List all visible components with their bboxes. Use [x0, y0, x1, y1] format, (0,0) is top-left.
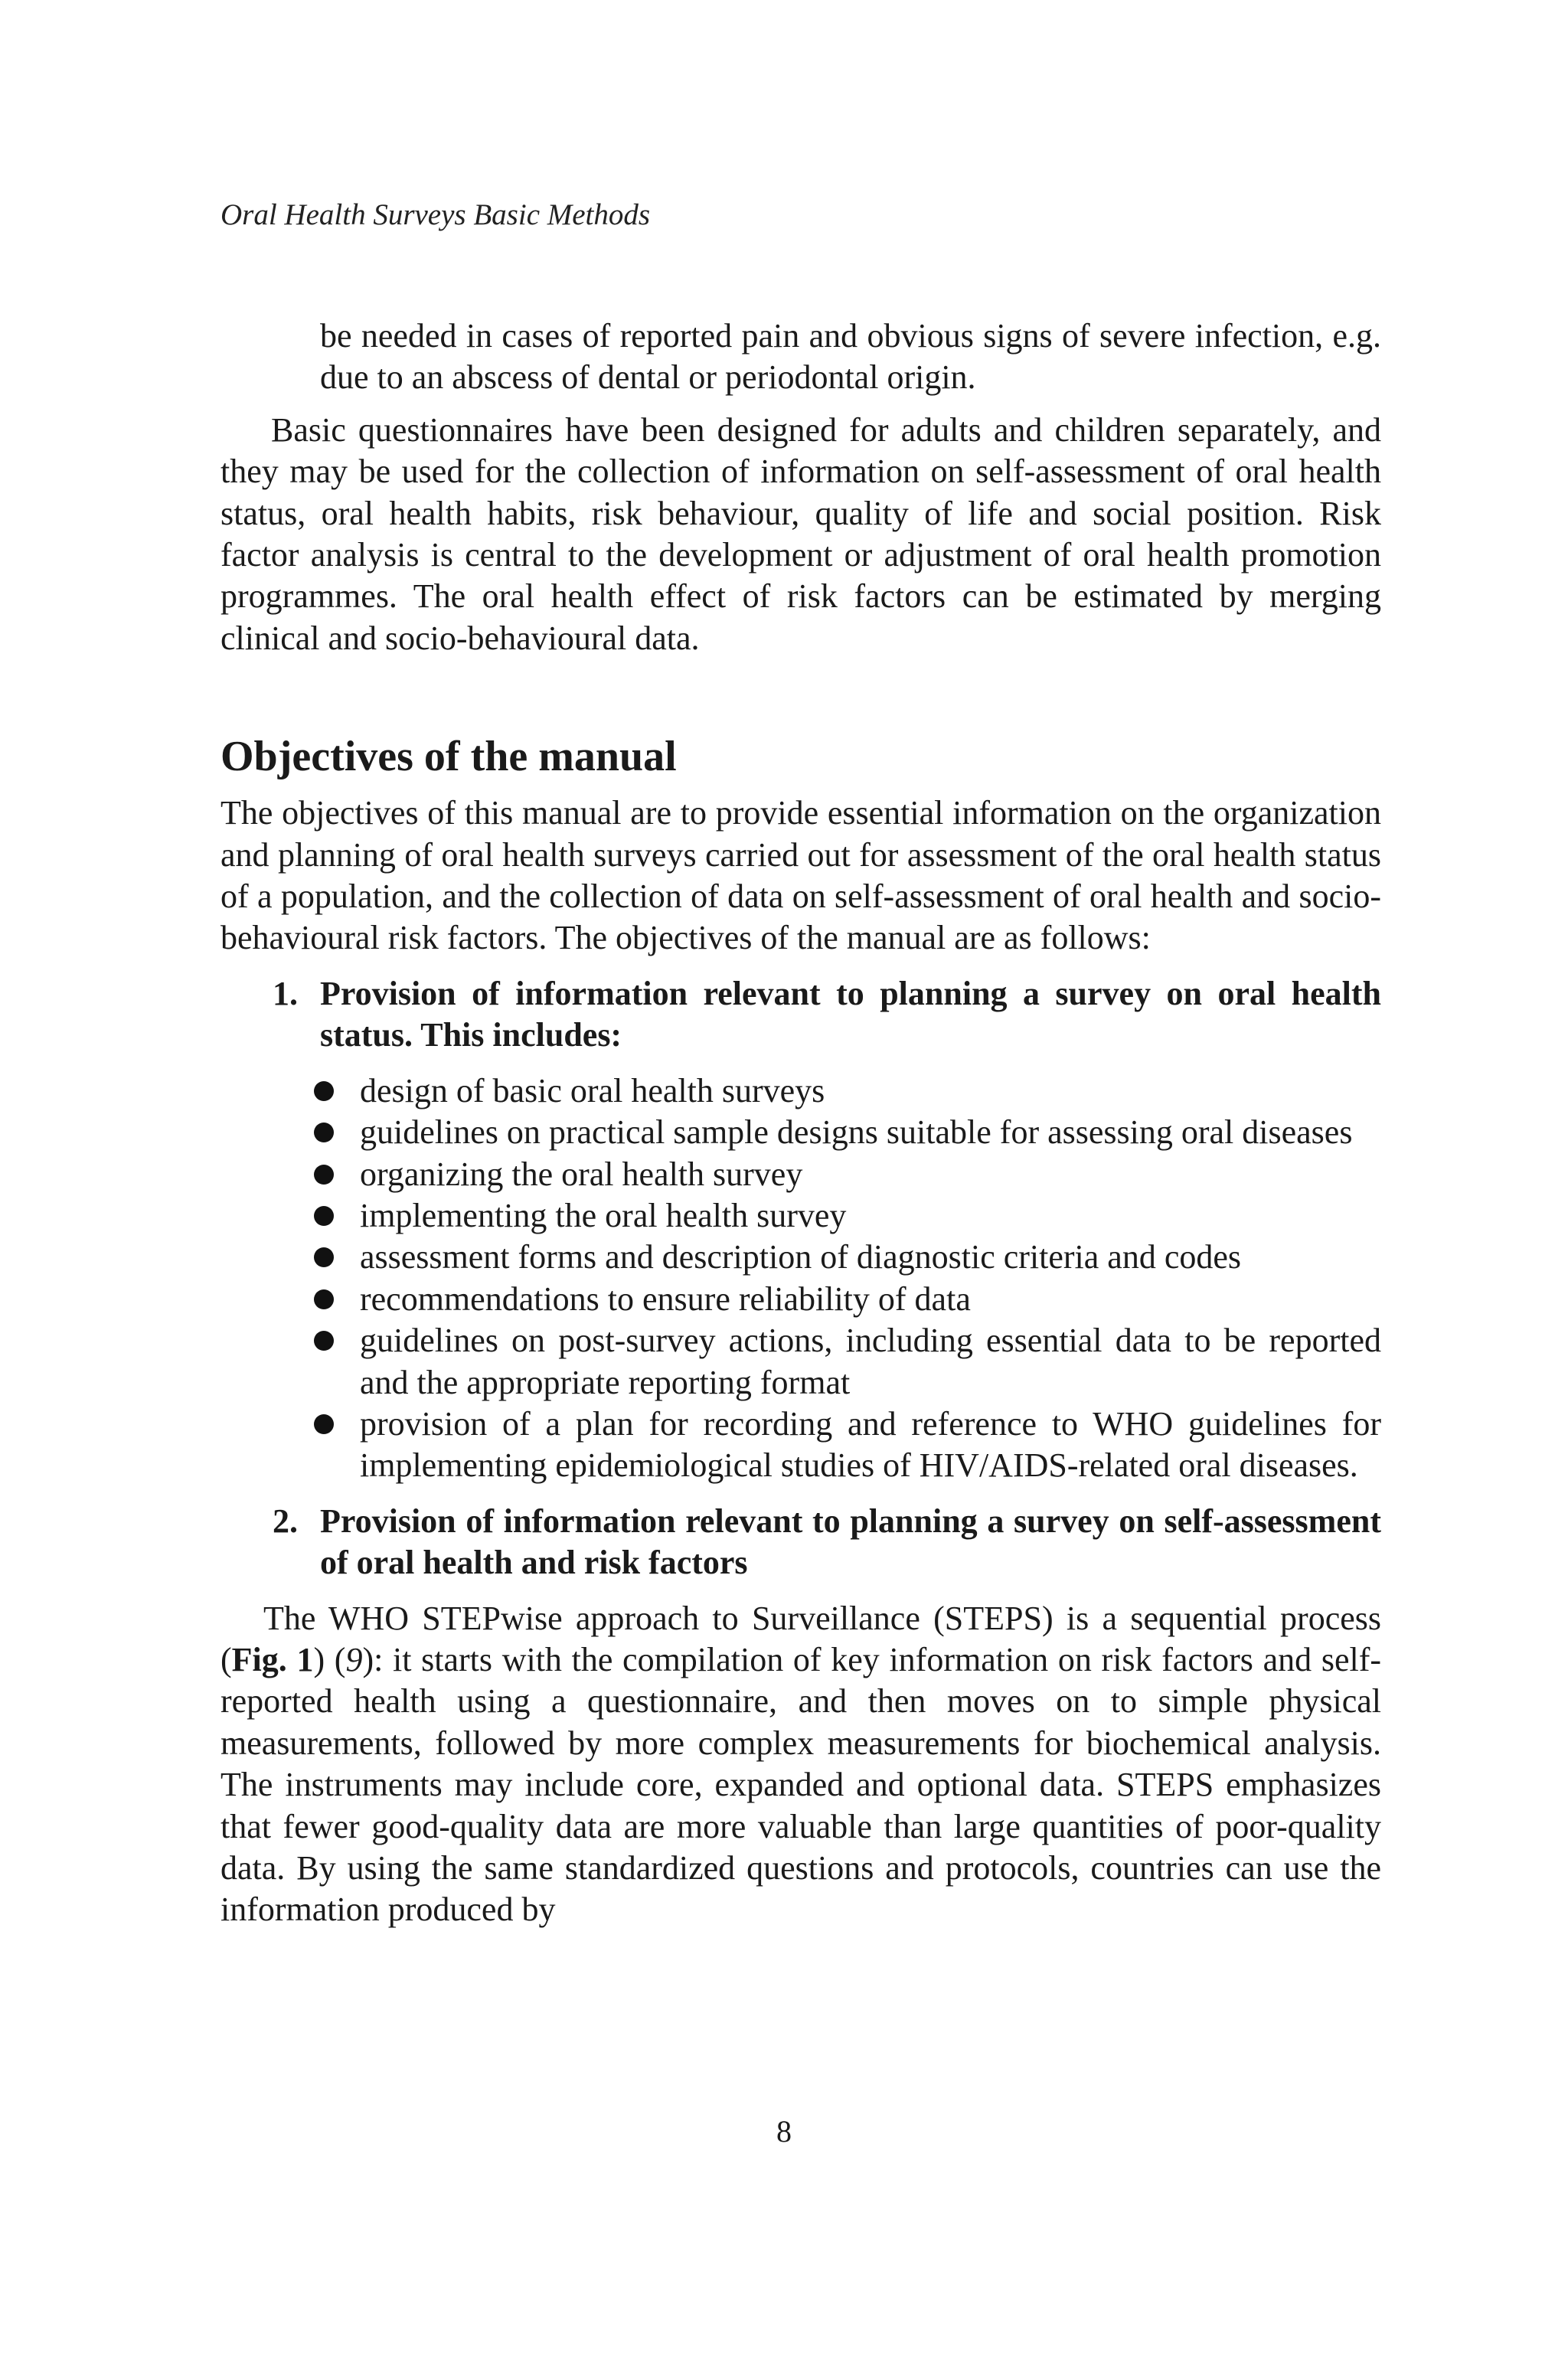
page-body	[220, 315, 1381, 1931]
list-item: guidelines on practical sample designs suitable for assessing oral diseases	[220, 1112, 1381, 1153]
list-item: implementing the oral health survey	[220, 1195, 1381, 1237]
bullet-icon	[314, 1123, 334, 1142]
bullet-icon	[314, 1247, 334, 1267]
steps-paragraph: The WHO STEPwise approach to Surveillance (STEPS) is a sequential process (Fig. 1) (9): it starts with the compilation of key information on risk factors and self-reported health using a questionnaire, and then moves on to simple physical measurements, followed by more complex measurements for biochemical analysis. The instruments may include core, expanded and optional data. STEPS emphasizes that fewer good-quality data are more valuable than large quantities of poor-quality data. By using the same standardized questions and protocols, countries can use the information produced by	[220, 1599, 1382, 1929]
bullet-icon	[314, 1165, 334, 1185]
item-number: 1.	[273, 974, 298, 1012]
item-heading: Provision of information relevant to planning a survey on self-assessment of oral health and risk factors	[320, 1502, 1381, 1582]
item-heading: Provision of information relevant to planning a survey on oral health status. This includes:	[320, 974, 1381, 1054]
bullet-list	[220, 1070, 1381, 1487]
bullet-icon	[314, 1414, 334, 1434]
continued-paragraph: be needed in cases of reported pain and obvious signs of severe infection, e.g. due to an abscess of dental or periodontal origin.	[320, 317, 1381, 397]
bullet-icon	[314, 1289, 334, 1309]
list-item: assessment forms and description of diagnostic criteria and codes	[220, 1237, 1381, 1278]
bullet-icon	[314, 1081, 334, 1101]
questionnaire-paragraph: Basic questionnaires have been designed for adults and children separately, and they may be used for the collection of information on self-assessment of oral health status, oral health habits, risk behaviour, quality of life and social position. Risk factor analysis is central to the development or adjustment of oral health promotion programmes. The oral health effect of risk factors can be estimated by merging clinical and socio-behavioural data.	[220, 410, 1381, 657]
numbered-item-2	[220, 1501, 1381, 1584]
list-item: guidelines on post-survey actions, including essential data to be reported and the appropriate reporting format	[220, 1320, 1381, 1404]
section-heading: Objectives of the manual	[220, 733, 677, 781]
list-item: design of basic oral health surveys	[220, 1070, 1381, 1112]
item-number: 2.	[273, 1502, 298, 1540]
page-number: 8	[776, 2114, 792, 2149]
list-item: provision of a plan for recording and reference to WHO guidelines for implementing epidemiological studies of HIV/AIDS-related oral diseases.	[220, 1404, 1381, 1487]
objectives-intro: The objectives of this manual are to provide essential information on the organization and planning of oral health surveys carried out for assessment of the oral health status of a population, and the collection of data on self-assessment of oral health and socio-behavioural risk factors. The objectives of the manual are as follows:	[220, 794, 1381, 957]
running-head: Oral Health Surveys Basic Methods	[220, 198, 651, 231]
numbered-item-1	[220, 973, 1381, 1057]
bullet-icon	[314, 1331, 334, 1351]
list-item: recommendations to ensure reliability of data	[220, 1279, 1381, 1320]
list-item: organizing the oral health survey	[220, 1154, 1381, 1195]
figure-reference: Fig. 1	[231, 1640, 314, 1678]
citation-reference: 9	[345, 1640, 363, 1678]
bullet-icon	[314, 1206, 334, 1226]
